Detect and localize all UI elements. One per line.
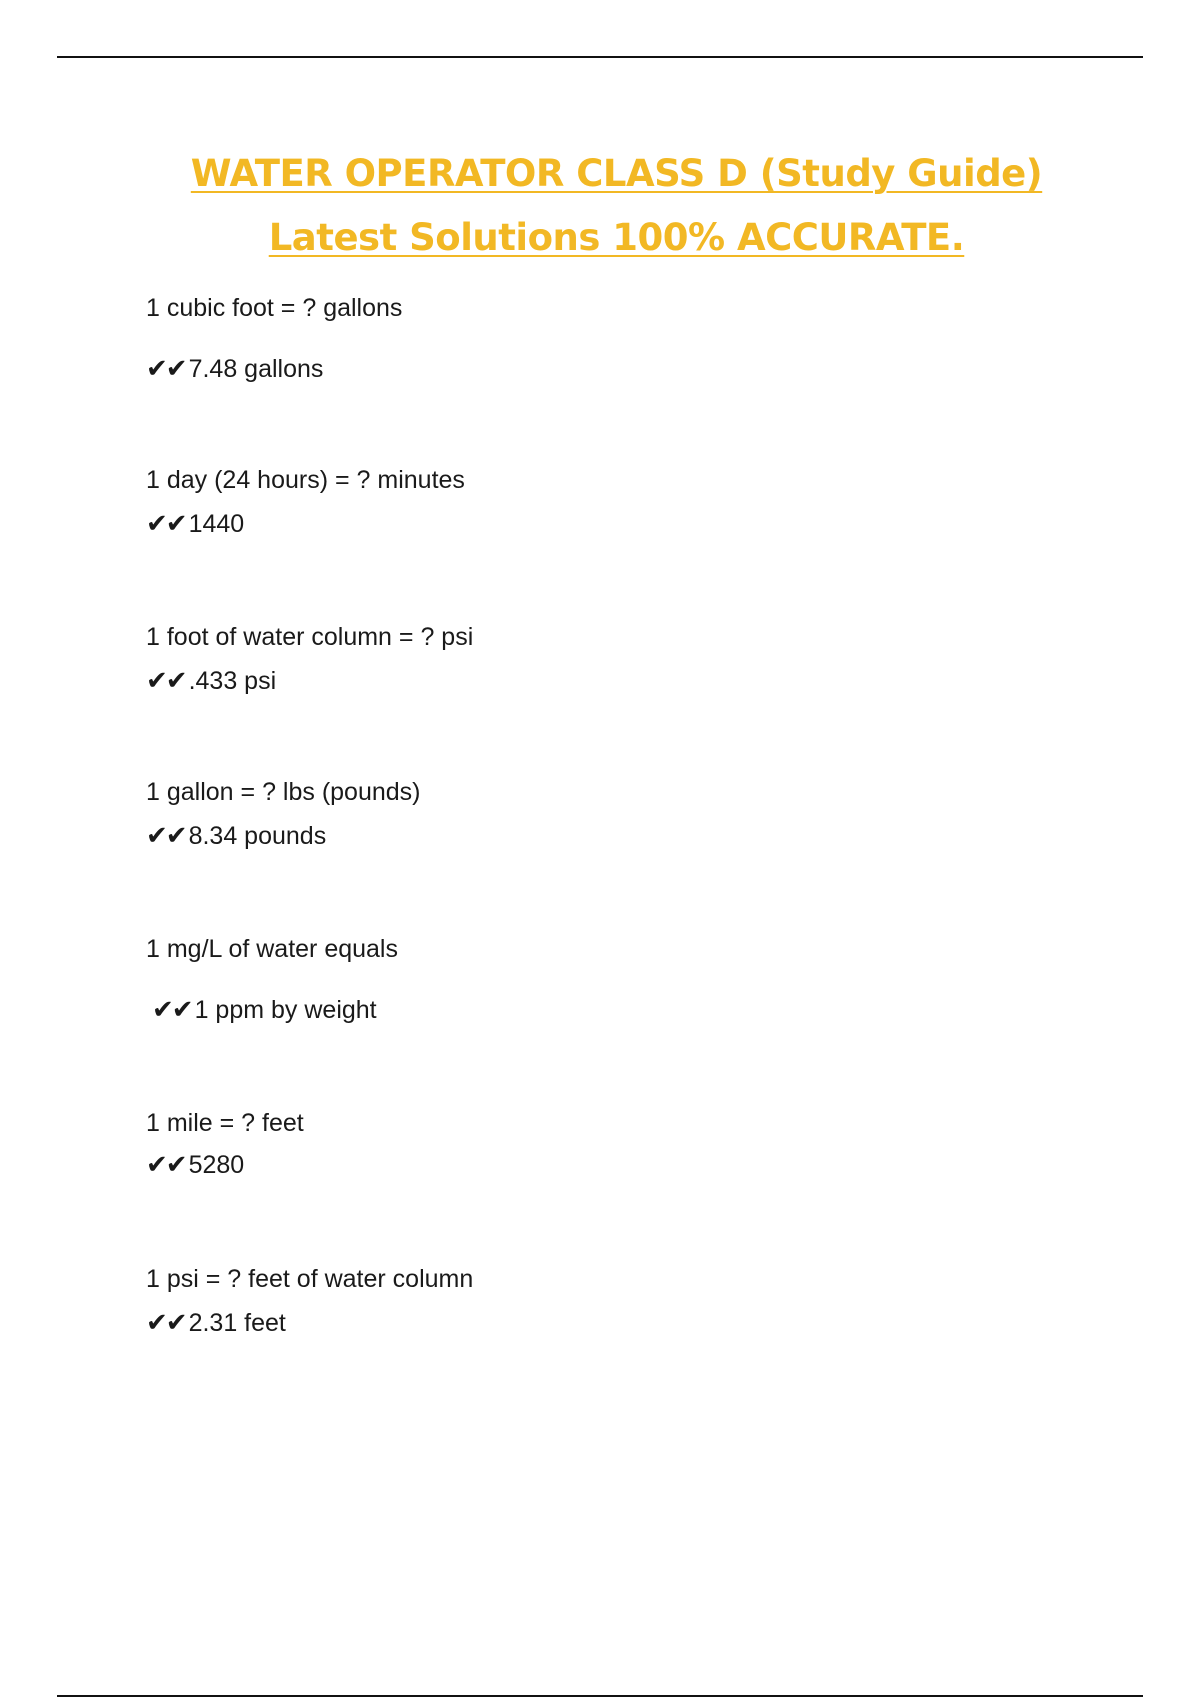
qa-item (146, 291, 402, 325)
question-text: 1 foot of water column = ? psi (146, 623, 474, 651)
top-rule (57, 56, 1143, 58)
answer-text: 1440 (188, 510, 245, 538)
qa-answer (146, 352, 323, 386)
qa-item (146, 775, 421, 809)
qa-answer (146, 664, 276, 698)
document-title-line-2: Latest Solutions 100% ACCURATE. (268, 216, 965, 259)
double-check-icon: ✔✔ (152, 995, 192, 1025)
question-text: 1 mg/L of water equals (146, 935, 398, 963)
document-title-line-1: WATER OPERATOR CLASS D (Study Guide) (190, 152, 1043, 195)
qa-item (146, 620, 473, 654)
double-check-icon: ✔✔ (146, 821, 186, 851)
qa-answer (152, 993, 377, 1027)
double-check-icon: ✔✔ (146, 509, 186, 539)
answer-text: 7.48 gallons (188, 355, 324, 383)
double-check-icon: ✔✔ (146, 1308, 186, 1338)
qa-item (146, 1262, 473, 1296)
question-text: 1 day (24 hours) = ? minutes (146, 466, 465, 494)
question-text: 1 psi = ? feet of water column (146, 1265, 474, 1293)
qa-item (146, 932, 398, 966)
question-text: 1 mile = ? feet (146, 1109, 304, 1137)
answer-text: .433 psi (188, 667, 277, 695)
qa-answer (146, 1306, 286, 1340)
double-check-icon: ✔✔ (146, 666, 186, 696)
qa-item (146, 1106, 304, 1140)
question-text: 1 gallon = ? lbs (pounds) (146, 778, 421, 806)
answer-text: 5280 (188, 1151, 245, 1179)
qa-answer (146, 819, 326, 853)
question-text: 1 cubic foot = ? gallons (146, 294, 403, 322)
qa-item (146, 463, 465, 497)
qa-answer (146, 1148, 244, 1182)
answer-text: 8.34 pounds (188, 822, 327, 850)
bottom-rule (57, 1695, 1143, 1697)
answer-text: 1 ppm by weight (194, 996, 377, 1024)
qa-answer (146, 507, 244, 541)
double-check-icon: ✔✔ (146, 1150, 186, 1180)
answer-text: 2.31 feet (188, 1309, 286, 1337)
double-check-icon: ✔✔ (146, 354, 186, 384)
